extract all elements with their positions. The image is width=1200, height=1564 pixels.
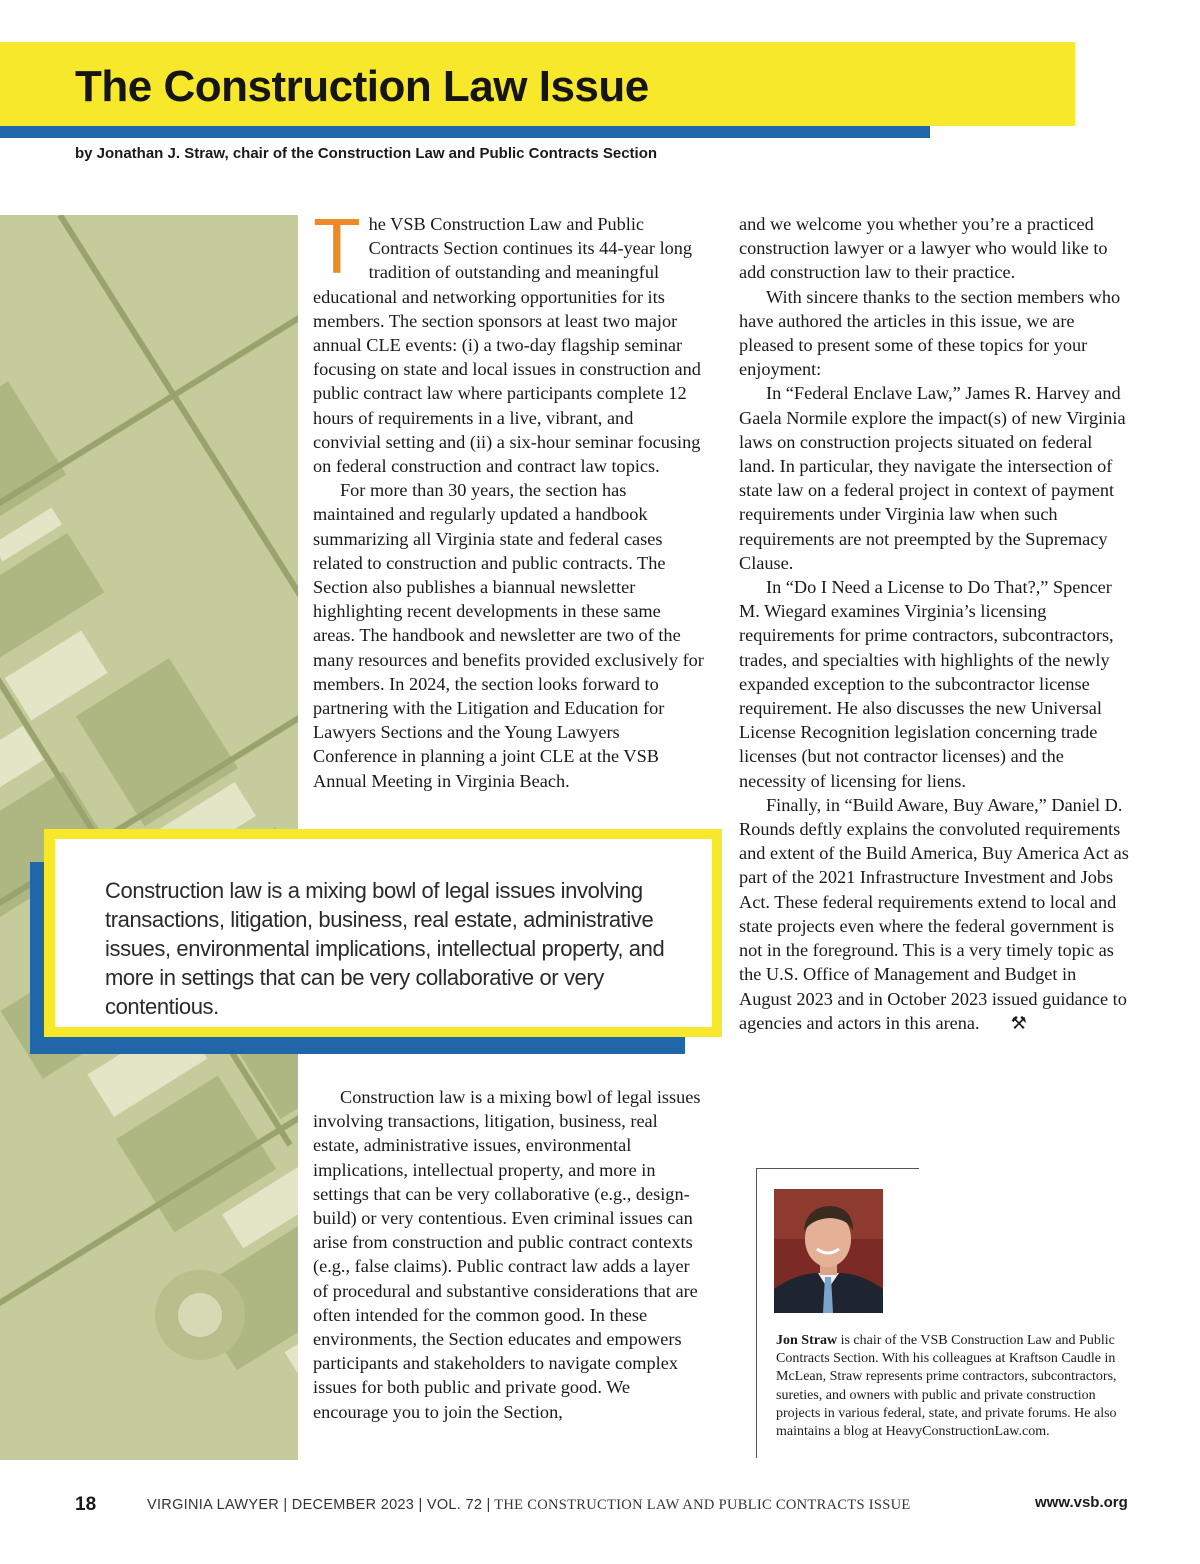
article-paragraph-1 [313,202,705,478]
page-title: The Construction Law Issue [75,62,649,111]
page-number: 18 [75,1494,97,1515]
running-head [147,1497,911,1514]
bio-rule-vertical [756,1168,757,1458]
byline: by Jonathan J. Straw, chair of the Construction Law and Public Contracts Section [75,145,658,162]
article-paragraph-1-text: he VSB Construction Law and Public Contracts Section continues its 44-year long tradition of outstanding and meaningful educational and networking opportunities for its members. The section sponsors at least two major annual CLE events: (i) a two-day flagship seminar focusing on state and local issues in construction and public contract law where participants complete 12 hours of requirements in a live, vibrant, and convivial setting and (ii) a six-hour seminar focusing on federal construction and contract law topics. [313,214,701,477]
title-rule [0,126,930,138]
article-paragraph-8 [739,793,1131,1036]
running-head-left: VIRGINIA LAWYER | DECEMBER 2023 | VOL. 72 | [147,1497,491,1513]
author-name: Jon Straw [776,1333,838,1348]
author-portrait-image [774,1189,883,1313]
footer-url[interactable]: www.vsb.org [1035,1494,1128,1511]
article-column-1-continued [313,1085,705,1424]
article-paragraph-7: In “Do I Need a License to Do That?,” Spencer M. Wiegard examines Virginia’s licensing requirements for prime contractors, subcontractors, trades, and specialties with highlights of the newly expanded exception to the subcontractor license requirement. He also discusses the new Universal License Recognition legislation concerning trade licenses (but not contractor licenses) and the necessity of licensing for liens. [739,577,1114,791]
hammer-wrench-icon: ⚒ [1010,1012,1027,1034]
article-paragraph-4: and we welcome you whether you’re a practiced construction lawyer or a lawyer who would like to add construction law to their practice. [739,214,1108,283]
running-head-right: THE CONSTRUCTION LAW AND PUBLIC CONTRACTS ISSUE [490,1497,911,1513]
article-paragraph-8-text: Finally, in “Build Aware, Buy Aware,” Daniel D. Rounds deftly explains the convoluted requirements and extent of the Build America, Buy America Act as part of the 2021 Infrastructure Investment and Jobs Act. These federal requirements extend to local and state projects even where the federal government is not in the foreground. This is a very timely topic as the U.S. Office of Management and Budget in August 2023 and in October 2023 issued guidance to agencies and actors in this arena. [739,794,1129,1033]
author-bio [776,1332,1126,1441]
article-paragraph-2: For more than 30 years, the section has maintained and regularly updated a handbook summarizing all Virginia state and federal cases related to construction and public contracts. The Section also publishes a biannual newsletter highlighting recent developments in these same areas. The handbook and newsletter are two of the many resources and benefits provided exclusively for members. In 2024, the section looks forward to partnering with the Litigation and Education for Lawyers Sections and the Young Lawyers Conference in planning a joint CLE at the VSB Annual Meeting in Virginia Beach. [313,480,704,791]
author-bio-text: is chair of the VSB Construction Law and Public Contracts Section. With his colleagues at Kraftson Caudle in McLean, Straw represents prime contractors, subcontractors, sureties, and owners with public and private construction projects in various federal, state, and private forums. He also maintains a blog at HeavyConstructionLaw.com. [776,1333,1117,1440]
article-column-1 [313,202,705,793]
bio-rule-horizontal [756,1168,919,1169]
article-paragraph-3: Construction law is a mixing bowl of legal issues involving transactions, litigation, business, real estate, administrative issues, environmental implications, intellectual property, and more in settings that can be very collaborative (e.g., design-build) or very contentious. Even criminal issues can arise from construction and public contract contexts (e.g., false claims). Public contract law adds a layer of procedural and substantive considerations that are often intended for the common good. In these environments, the Section educates and empowers participants and stakeholders to navigate complex issues for both public and private good. We encourage you to join the Section, [313,1087,701,1422]
article-column-2 [739,212,1131,1036]
article-paragraph-5: With sincere thanks to the section members who have authored the articles in this issue, we are pleased to present some of these topics for your enjoyment: [739,286,1121,380]
dropcap: T [313,202,361,290]
article-paragraph-6: In “Federal Enclave Law,” James R. Harvey and Gaela Normile explore the impact(s) of new Virginia laws on construction projects situated on federal land. In particular, they navigate the intersection of state law on a federal project in context of payment requirements under Virginia law when such requirements are not preempted by the Supremacy Clause. [739,383,1126,573]
pull-quote: Construction law is a mixing bowl of legal issues involving transactions, litigation, business, real estate, administrative issues, environmental implications, intellectual property, and more in settings that can be very collaborative or very contentious. [105,878,665,1019]
